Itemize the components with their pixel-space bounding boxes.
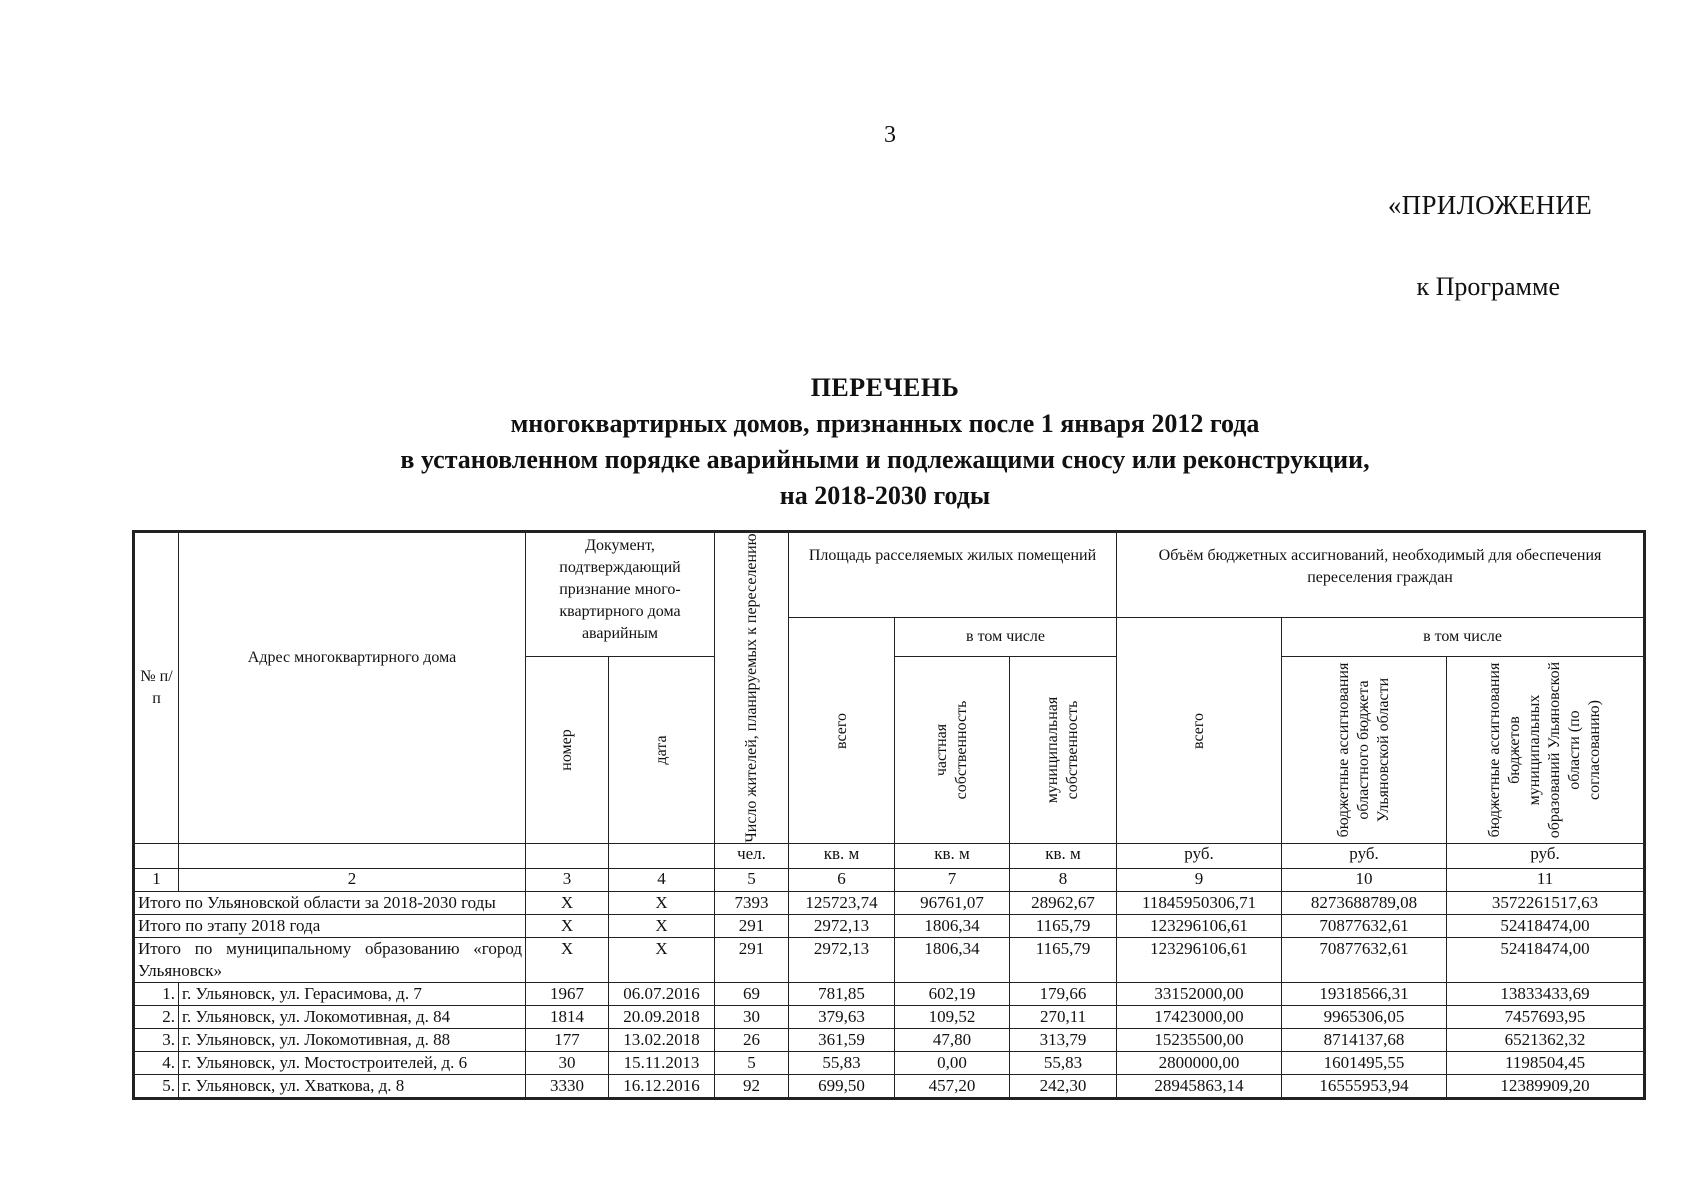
row-doc-date: Х [609,938,715,983]
row-budget-regional: 70877632,61 [1282,915,1447,938]
row-address: г. Ульяновск, ул. Локомотивная, д. 88 [179,1029,526,1052]
header-budget-including: в том числе [1282,618,1645,657]
header-doc-date: дата [609,657,715,844]
row-number: 1. [134,983,179,1006]
unit-cell: чел. [715,844,789,869]
row-area-municipal: 1165,79 [1010,938,1117,983]
row-doc-number: 3330 [526,1075,609,1099]
appendix-title: «ПРИЛОЖЕНИЕ [1387,190,1592,220]
row-budget-total: 123296106,61 [1117,915,1282,938]
units-row [134,844,1645,869]
row-residents: 291 [715,938,789,983]
unit-cell: руб. [1282,844,1447,869]
row-area-total: 361,59 [789,1029,895,1052]
row-budget-total: 11845950306,71 [1117,892,1282,915]
row-budget-regional: 1601495,55 [1282,1052,1447,1075]
table-row-total-municipality [134,938,1645,983]
row-area-private: 457,20 [895,1075,1010,1099]
row-area-municipal: 55,83 [1010,1052,1117,1075]
row-residents: 26 [715,1029,789,1052]
row-budget-total: 33152000,00 [1117,983,1282,1006]
unit-cell: руб. [1447,844,1645,869]
column-number: 10 [1282,869,1447,892]
row-area-total: 379,63 [789,1006,895,1029]
header-address: Адрес многоквартирного дома [179,532,526,844]
row-area-total: 2972,13 [789,915,895,938]
header-doc-number: номер [526,657,609,844]
column-number: 9 [1117,869,1282,892]
header-residents [715,532,789,844]
row-doc-number: 177 [526,1029,609,1052]
table-row [134,1052,1645,1075]
table-row [134,1029,1645,1052]
title-line-1: ПЕРЕЧЕНЬ [810,373,960,402]
column-number: 8 [1010,869,1117,892]
unit-cell: кв. м [895,844,1010,869]
column-number: 2 [179,869,526,892]
row-doc-date: 13.02.2018 [609,1029,715,1052]
row-doc-number: 30 [526,1052,609,1075]
row-area-total: 125723,74 [789,892,895,915]
row-residents: 7393 [715,892,789,915]
unit-cell: кв. м [789,844,895,869]
table-row-total-region [134,892,1645,915]
row-area-municipal: 313,79 [1010,1029,1117,1052]
row-address: г. Ульяновск, ул. Герасимова, д. 7 [179,983,526,1006]
row-budget-total: 123296106,61 [1117,938,1282,983]
title-line-4: на 2018-2030 годы [779,481,991,510]
row-area-private: 0,00 [895,1052,1010,1075]
row-area-private: 602,19 [895,983,1010,1006]
row-budget-regional: 70877632,61 [1282,938,1447,983]
row-area-total: 2972,13 [789,938,895,983]
header-area-including: в том числе [895,618,1117,657]
table-row [134,1075,1645,1099]
row-residents: 291 [715,915,789,938]
row-address: Итого по этапу 2018 года [134,915,526,938]
row-budget-municipal: 52418474,00 [1447,915,1645,938]
header-area: Площадь расселяемых жилых помещений [789,532,1117,618]
row-doc-number: Х [526,915,609,938]
header-budget-total: всего [1117,618,1282,844]
row-budget-municipal: 1198504,45 [1447,1052,1645,1075]
row-area-private: 1806,34 [895,938,1010,983]
row-area-private: 47,80 [895,1029,1010,1052]
row-budget-municipal: 7457693,95 [1447,1006,1645,1029]
column-number: 7 [895,869,1010,892]
row-budget-municipal: 52418474,00 [1447,938,1645,983]
column-number: 6 [789,869,895,892]
column-number: 3 [526,869,609,892]
table-row-total-stage [134,915,1645,938]
header-num: № п/п [134,532,179,844]
unit-cell: руб. [1117,844,1282,869]
row-number: 4. [134,1052,179,1075]
row-number: 5. [134,1075,179,1099]
row-budget-total: 28945863,14 [1117,1075,1282,1099]
row-area-total: 781,85 [789,983,895,1006]
header-budget-municipal: бюджетные ассигнования бюджетов муниципальных образований Ульяновской области (по согласованию) [1447,657,1645,844]
row-address: Итого по муниципальному образованию «город Ульяновск» [134,938,526,983]
row-residents: 92 [715,1075,789,1099]
row-area-total: 55,83 [789,1052,895,1075]
row-budget-municipal: 3572261517,63 [1447,892,1645,915]
row-doc-date: Х [609,892,715,915]
appendix-to: к Программе [1416,272,1560,301]
header-budget-regional: бюджетные ассигнования областного бюджета Ульяновской области [1282,657,1447,844]
row-budget-regional: 9965306,05 [1282,1006,1447,1029]
row-area-private: 109,52 [895,1006,1010,1029]
row-budget-total: 17423000,00 [1117,1006,1282,1029]
table-row [134,1006,1645,1029]
row-address: Итого по Ульяновской области за 2018-2030 годы [134,892,526,915]
row-residents: 30 [715,1006,789,1029]
row-budget-total: 15235500,00 [1117,1029,1282,1052]
row-area-total: 699,50 [789,1075,895,1099]
row-doc-number: Х [526,938,609,983]
title-line-2: многоквартирных домов, признанных после 1 января 2012 года [510,409,1260,438]
row-residents: 69 [715,983,789,1006]
table-row [134,983,1645,1006]
row-doc-date: 06.07.2016 [609,983,715,1006]
row-area-municipal: 242,30 [1010,1075,1117,1099]
row-number: 3. [134,1029,179,1052]
row-doc-number: Х [526,892,609,915]
document-title [300,370,1470,514]
page-number: 3 [884,122,896,148]
row-area-municipal: 270,11 [1010,1006,1117,1029]
row-doc-date: 15.11.2013 [609,1052,715,1075]
row-area-municipal: 1165,79 [1010,915,1117,938]
row-area-municipal: 28962,67 [1010,892,1117,915]
row-budget-regional: 19318566,31 [1282,983,1447,1006]
header-area-private: частная собственность [895,657,1010,844]
row-address: г. Ульяновск, ул. Локомотивная, д. 84 [179,1006,526,1029]
row-doc-date: 20.09.2018 [609,1006,715,1029]
header-area-municipal: муниципальная собственность [1010,657,1117,844]
column-numbers-row [134,869,1645,892]
row-doc-number: 1814 [526,1006,609,1029]
unit-cell: кв. м [1010,844,1117,869]
row-doc-date: 16.12.2016 [609,1075,715,1099]
header-document: Документ, подтверждающий признание много-квартирного дома аварийным [526,532,715,657]
column-number: 1 [134,869,179,892]
houses-table [132,530,1646,1100]
row-doc-number: 1967 [526,983,609,1006]
row-budget-regional: 16555953,94 [1282,1075,1447,1099]
row-area-private: 1806,34 [895,915,1010,938]
column-number: 4 [609,869,715,892]
row-residents: 5 [715,1052,789,1075]
header-area-total: всего [789,618,895,844]
row-area-municipal: 179,66 [1010,983,1117,1006]
row-address: г. Ульяновск, ул. Мостостроителей, д. 6 [179,1052,526,1075]
row-budget-municipal: 12389909,20 [1447,1075,1645,1099]
row-budget-regional: 8714137,68 [1282,1029,1447,1052]
row-budget-municipal: 6521362,32 [1447,1029,1645,1052]
header-residents-text: Число жителей, планируемых к переселению [742,533,760,843]
row-area-private: 96761,07 [895,892,1010,915]
row-budget-regional: 8273688789,08 [1282,892,1447,915]
row-budget-total: 2800000,00 [1117,1052,1282,1075]
header-budget: Объём бюджетных ассигнований, необходимый для обеспечения переселения граждан [1117,532,1645,618]
row-address: г. Ульяновск, ул. Хваткова, д. 8 [179,1075,526,1099]
row-number: 2. [134,1006,179,1029]
column-number: 11 [1447,869,1645,892]
row-doc-date: Х [609,915,715,938]
header-row-1 [134,532,1645,618]
row-budget-municipal: 13833433,69 [1447,983,1645,1006]
column-number: 5 [715,869,789,892]
title-line-3: в установленном порядке аварийными и подлежащими сносу или реконструкции, [400,445,1370,474]
